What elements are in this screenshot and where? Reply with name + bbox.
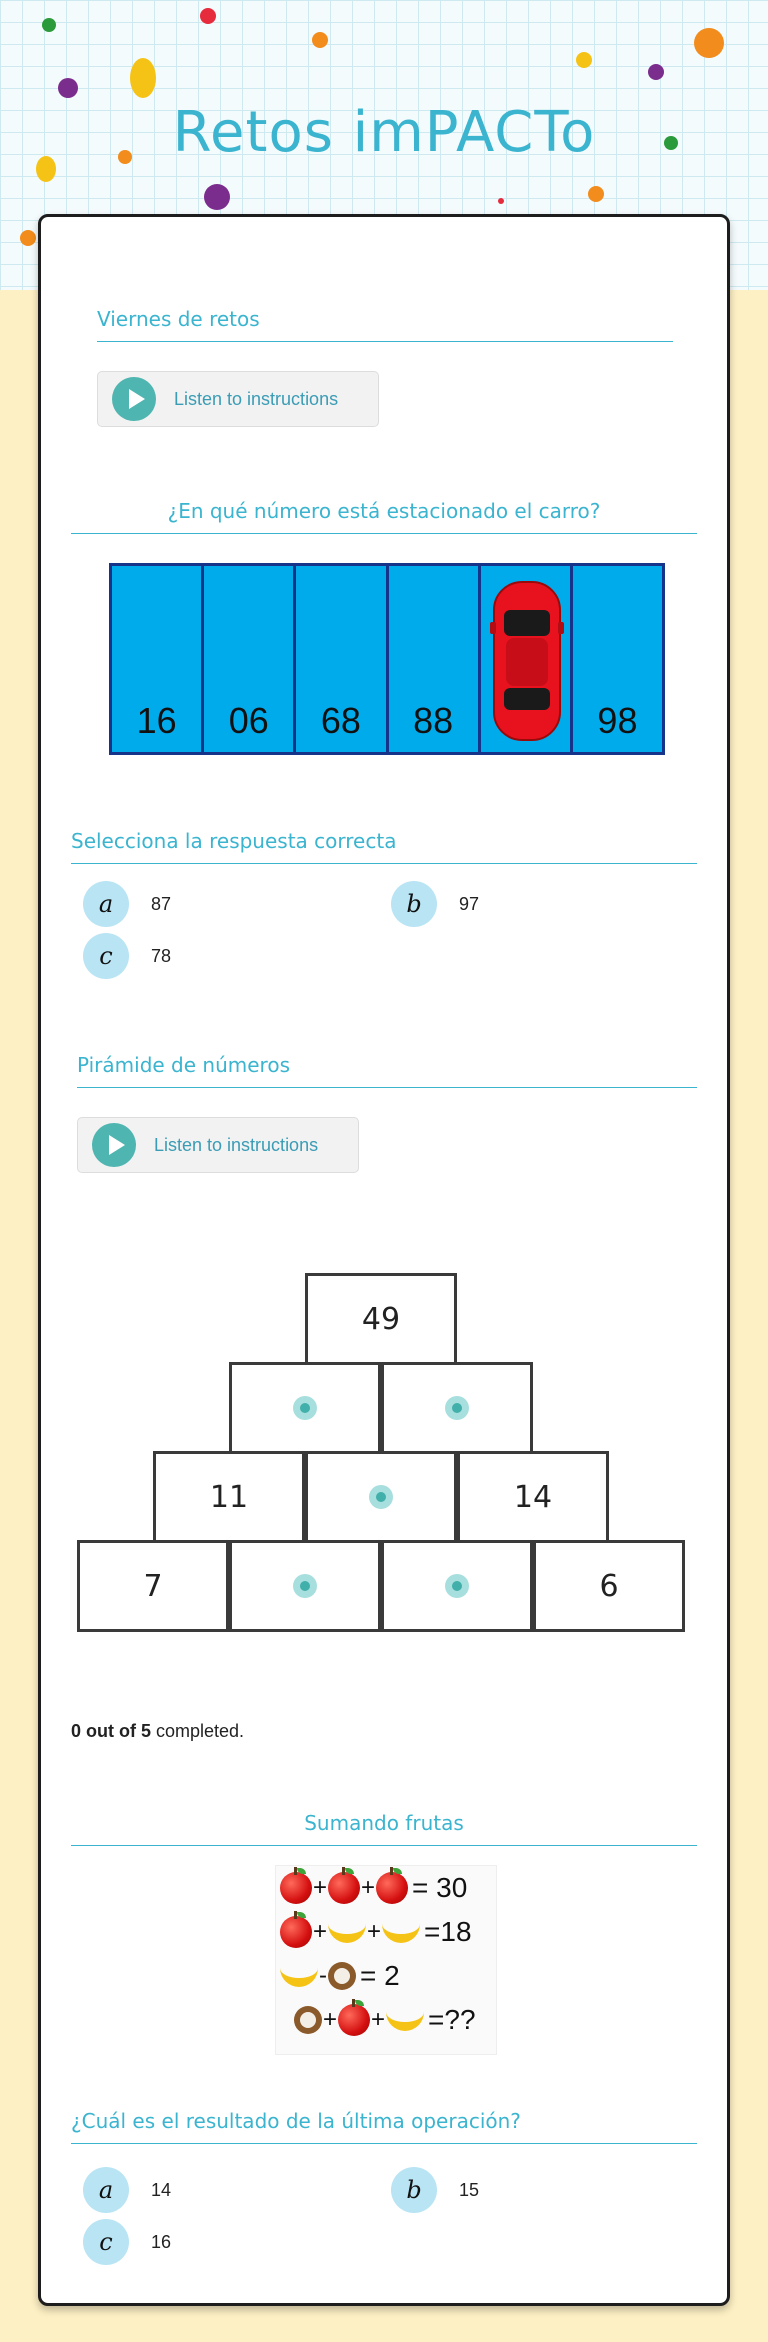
equation-result: =18 bbox=[424, 1916, 472, 1947]
equation-row: + + =?? bbox=[276, 1998, 496, 2042]
answer-option-b[interactable] bbox=[391, 2167, 479, 2213]
section-heading: Pirámide de números bbox=[77, 1053, 697, 1088]
question-heading: ¿Cuál es el resultado de la última operación? bbox=[71, 2109, 697, 2144]
paint-splat bbox=[58, 78, 78, 98]
answer-option-a[interactable] bbox=[83, 881, 171, 927]
progress-count: 0 out of 5 bbox=[71, 1721, 151, 1741]
spot-number: 88 bbox=[413, 700, 454, 741]
spot-number: 68 bbox=[320, 700, 361, 741]
listen-instructions-button[interactable] bbox=[77, 1117, 359, 1173]
pyramid-cell bbox=[153, 1451, 305, 1543]
paint-splat bbox=[42, 18, 56, 32]
content-card bbox=[38, 214, 730, 2306]
apple-icon bbox=[338, 2004, 370, 2036]
coconut-icon bbox=[328, 1962, 356, 1990]
paint-splat bbox=[648, 64, 664, 80]
apple-icon bbox=[280, 1872, 312, 1904]
answer-hotspot[interactable] bbox=[445, 1396, 469, 1420]
option-text: 16 bbox=[151, 2231, 172, 2252]
equation-row: + + =18 bbox=[276, 1910, 496, 1954]
paint-splat bbox=[498, 198, 504, 204]
option-text: 97 bbox=[459, 893, 480, 914]
listen-instructions-button[interactable] bbox=[97, 371, 379, 427]
parking-spot bbox=[204, 566, 296, 752]
option-letter: c bbox=[83, 2219, 129, 2265]
pyramid-cell bbox=[229, 1540, 381, 1632]
paint-splat bbox=[312, 32, 328, 48]
car-icon bbox=[484, 576, 570, 746]
answer-option-b[interactable] bbox=[391, 881, 479, 927]
banana-icon bbox=[386, 2009, 424, 2031]
progress-status bbox=[71, 1721, 244, 1742]
play-icon bbox=[112, 377, 156, 421]
answer-hotspot[interactable] bbox=[445, 1574, 469, 1598]
listen-label: Listen to instructions bbox=[154, 1134, 319, 1155]
option-letter: c bbox=[83, 933, 129, 979]
pyramid-value: 11 bbox=[209, 1479, 249, 1515]
equation-row: - = 2 bbox=[276, 1954, 496, 1998]
pyramid-cell bbox=[533, 1540, 685, 1632]
paint-splat bbox=[694, 28, 724, 58]
parking-lot-image bbox=[109, 563, 665, 755]
coconut-icon bbox=[294, 2006, 322, 2034]
spot-number: 06 bbox=[228, 700, 269, 741]
option-letter: a bbox=[83, 881, 129, 927]
fruit-equations-image bbox=[275, 1865, 497, 2055]
pyramid-value: 49 bbox=[361, 1301, 401, 1337]
option-text: 78 bbox=[151, 945, 172, 966]
spot-number: 98 bbox=[597, 700, 638, 741]
answer-option-c[interactable] bbox=[83, 2219, 171, 2265]
apple-icon bbox=[328, 1872, 360, 1904]
parking-spot bbox=[573, 566, 662, 752]
option-text: 87 bbox=[151, 893, 172, 914]
paint-splat bbox=[588, 186, 604, 202]
pyramid-cell bbox=[457, 1451, 609, 1543]
option-letter: b bbox=[391, 881, 437, 927]
answer-hotspot[interactable] bbox=[369, 1485, 393, 1509]
parking-spot bbox=[112, 566, 204, 752]
pyramid-cell bbox=[305, 1273, 457, 1365]
banana-icon bbox=[280, 1965, 318, 1987]
paint-splat bbox=[576, 52, 592, 68]
pyramid-cell bbox=[77, 1540, 229, 1632]
equation-result: = 2 bbox=[360, 1960, 400, 1991]
question-heading: Selecciona la respuesta correcta bbox=[71, 829, 697, 864]
parking-spot bbox=[296, 566, 388, 752]
option-letter: b bbox=[391, 2167, 437, 2213]
section-heading: Sumando frutas bbox=[71, 1811, 697, 1846]
question-heading: ¿En qué número está estacionado el carro? bbox=[71, 499, 697, 534]
answer-option-a[interactable] bbox=[83, 2167, 171, 2213]
pyramid-value: 14 bbox=[513, 1479, 553, 1515]
pyramid-cell bbox=[381, 1362, 533, 1454]
pyramid-cell bbox=[229, 1362, 381, 1454]
answer-option-c[interactable] bbox=[83, 933, 171, 979]
parking-spot bbox=[389, 566, 481, 752]
paint-splat bbox=[200, 8, 216, 24]
app-title: Retos imPACTo bbox=[172, 100, 596, 165]
apple-icon bbox=[376, 1872, 408, 1904]
pyramid-value: 7 bbox=[143, 1568, 163, 1604]
listen-label: Listen to instructions bbox=[174, 388, 339, 409]
pyramid-cell bbox=[381, 1540, 533, 1632]
banana-icon bbox=[382, 1921, 420, 1943]
equation-row: + + = 30 bbox=[276, 1866, 496, 1910]
equation-result: =?? bbox=[428, 2004, 476, 2035]
answer-hotspot[interactable] bbox=[293, 1396, 317, 1420]
option-letter: a bbox=[83, 2167, 129, 2213]
pyramid-cell bbox=[305, 1451, 457, 1543]
paint-splat bbox=[130, 58, 156, 98]
parking-spot-car bbox=[481, 566, 573, 752]
paint-splat bbox=[20, 230, 36, 246]
section-heading: Viernes de retos bbox=[97, 307, 673, 342]
banana-icon bbox=[328, 1921, 366, 1943]
play-icon bbox=[92, 1123, 136, 1167]
apple-icon bbox=[280, 1916, 312, 1948]
paint-splat bbox=[204, 184, 230, 210]
option-text: 15 bbox=[459, 2179, 480, 2200]
spot-number: 16 bbox=[136, 700, 177, 741]
equation-result: = 30 bbox=[412, 1872, 468, 1903]
progress-suffix: completed. bbox=[151, 1721, 245, 1741]
answer-hotspot[interactable] bbox=[293, 1574, 317, 1598]
pyramid-value: 6 bbox=[599, 1568, 619, 1604]
option-text: 14 bbox=[151, 2179, 172, 2200]
